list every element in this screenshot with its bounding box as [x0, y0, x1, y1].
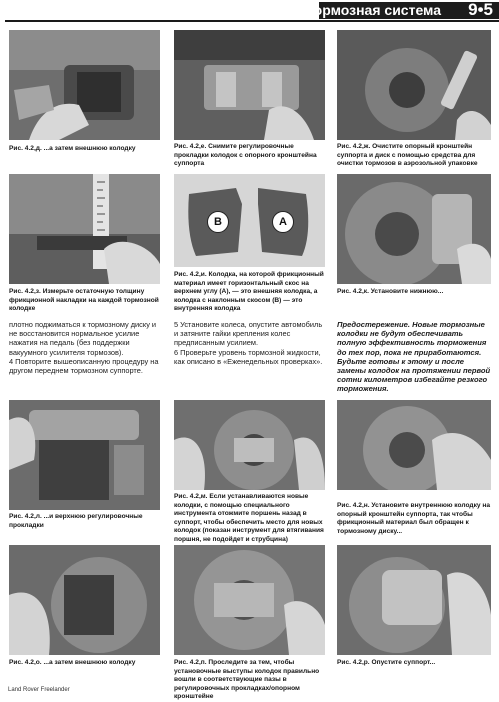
- photo-fig-4-2-n: [337, 400, 491, 490]
- caption-fig-4-2-k: Рис. 4.2,к. Установите нижнюю...: [337, 288, 444, 295]
- caption-fig-4-2-m: Рис. 4.2,м. Если устанавливаются новые колодки, с помощью специального инструмента отожмите поршень назад в суппорт, чтобы обеспечить место для новых колодок (показан инструмент для втягивания поршня, не подойдет и струбцина): [174, 493, 324, 543]
- photo-fig-4-2-p: [174, 545, 325, 655]
- photo-fig-4-2-k: [337, 174, 491, 284]
- photo-fig-4-2-r: [337, 545, 491, 655]
- caption-fig-4-2-o: Рис. 4.2,о. ...а затем внешнюю колодку: [9, 659, 136, 666]
- photo-fig-4-2-o: [9, 545, 160, 655]
- page-header: [0, 0, 499, 26]
- caption-fig-4-2-e: Рис. 4.2,е. Снимите регулировочные прокладки колодок с опорного кронштейна суппорта: [174, 143, 317, 168]
- caption-fig-4-2-r: Рис. 4.2,р. Опустите суппорт...: [337, 659, 436, 666]
- caption-fig-4-2-n: Рис. 4.2,н. Установите внутреннюю колодку на опорный кронштейн суппорта, так чтобы фрикционный материал был обращен к тормозному диску...: [337, 502, 491, 535]
- warning-note: Предостережение. Новые тормозные колодки не будут обеспечивать полную эффективность торможения до тех пор, пока не приработаются. Будьте готовы к этому и после замены колодок на протяжении первой сотни километров избегайте резкого торможения.: [337, 320, 491, 394]
- paragraph-step-5: 5 Установите колеса, опустите автомобиль и затяните гайки крепления колес предписанным усилием.: [174, 320, 323, 348]
- caption-fig-4-2-d: Рис. 4.2,д. ...а затем внешнюю колодку: [9, 145, 136, 152]
- section-title: Тормозная система: [306, 2, 441, 18]
- photo-fig-4-2-l: [9, 400, 160, 510]
- paragraph-step-4: 4 Повторите вышеописанную процедуру на другом переднем тормозном суппорте.: [9, 356, 159, 376]
- label-b-marker: B: [207, 211, 229, 233]
- caption-fig-4-2-zh: Рис. 4.2,ж. Очистите опорный кронштейн суппорта и диск с помощью средства для очистки тормозов в аэрозольной упаковке: [337, 143, 478, 168]
- caption-fig-4-2-l: Рис. 4.2,л. ...и верхнюю регулировочные прокладки: [9, 513, 143, 529]
- photo-fig-4-2-zh: [337, 30, 491, 140]
- footer-book-title: Land Rover Freelander: [8, 687, 70, 693]
- photo-fig-4-2-d: [9, 30, 160, 140]
- caption-fig-4-2-p: Рис. 4.2,п. Проследите за тем, чтобы установочные выступы колодок правильно вошли в соответствующие пазы в регулировочных прокладках/опорном кронштейне: [174, 659, 320, 701]
- caption-fig-4-2-i: Рис. 4.2,и. Колодка, на которой фрикционный материал имеет горизонтальный скос на верхнем углу (А), — это внешняя колодка, а колодка с наклонным скосом (В) — это внутренняя колодка: [174, 271, 324, 313]
- header-rule: [5, 20, 499, 22]
- page-number: 9•5: [468, 0, 493, 19]
- label-a-marker: A: [272, 211, 294, 233]
- photo-fig-4-2-e: [174, 30, 325, 140]
- paragraph-continuation: плотно поджиматься к тормозному диску и не восстановится нормальное усилие нажатия на педаль (без поддержки вакуумного усилителя тормозов).: [9, 320, 157, 357]
- photo-fig-4-2-m: [174, 400, 325, 490]
- text-column-1: [9, 320, 161, 375]
- photo-fig-4-2-i: [174, 174, 325, 267]
- caption-fig-4-2-z: Рис. 4.2,з. Измерьте остаточную толщину фрикционной накладки на каждой тормозной колодке: [9, 288, 159, 313]
- text-column-2: [174, 320, 326, 366]
- photo-fig-4-2-z: [9, 174, 160, 284]
- paragraph-step-6: 6 Проверьте уровень тормозной жидкости, как описано в «Еженедельных проверках».: [174, 347, 323, 366]
